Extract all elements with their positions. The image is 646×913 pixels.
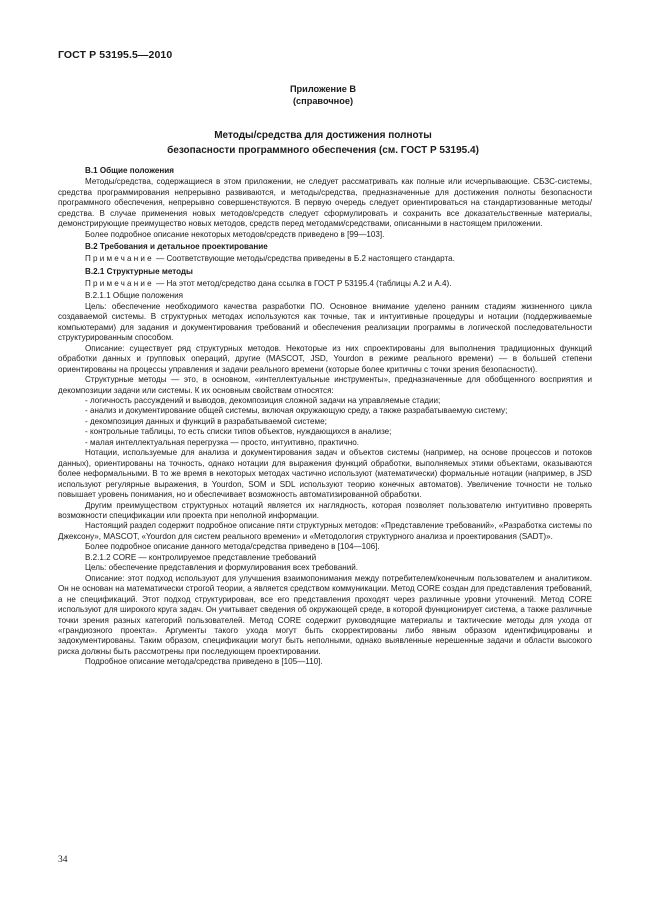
list-item: - контрольные таблицы, то есть списки типов объектов, нуждающихся в анализе; bbox=[85, 427, 392, 437]
document-id: ГОСТ Р 53195.5—2010 bbox=[58, 49, 173, 61]
note-label: Примечание bbox=[85, 279, 154, 289]
paragraph: Методы/средства, содержащиеся в этом приложении, не следует рассматривать как полные или исчерпывающие. СБЗС-системы, средства программирования непрерывно развиваются, и методы/средства, предназначенные для достижения полноты безопасности программного обеспечения, непрерывно совершенствуются. В первую очередь следует ориентироваться на стандартизованные методы/средства. В случае применения новых методов/средств следует сформулировать и сохранить все доказательственные материалы, демонстрирующие преимущество новых методов, средств перед методами/средствами, описанными в настоящем приложении. bbox=[58, 177, 592, 229]
paragraph: Более подробное описание некоторых методов/средств приведено в [99—103]. bbox=[85, 229, 385, 239]
annex-title bbox=[0, 129, 646, 158]
paragraph: Цель: обеспечение представления и формулирования всех требований. bbox=[85, 563, 359, 573]
paragraph: Более подробное описание данного метода/средства приведено в [104—106]. bbox=[85, 542, 380, 552]
annex-heading bbox=[0, 83, 646, 107]
paragraph: Структурные методы — это, в основном, «интеллектуальные инструменты», предназначенные для обобщенного восприятия и декомпозиции задачи или системы. К их основным свойствам относятся: bbox=[58, 375, 592, 395]
subsection-heading-b211: В.2.1.1 Общие положения bbox=[85, 291, 183, 301]
paragraph: Описание: существует ряд структурных методов. Некоторые из них спроектированы для выполнения традиционных функций обработки данных и групповых операций, другие (MASCOT, JSD, Yourdon в режиме реального времени) — в большей степени ориентированы на процессы управления и задачи реального времени (которые более критичны с точки зрения безопасности). bbox=[58, 343, 592, 374]
section-heading-b21: В.2.1 Структурные методы bbox=[85, 266, 193, 276]
list-item: - декомпозиция данных и функций в разрабатываемой системе; bbox=[85, 416, 327, 426]
paragraph: Цель: обеспечение необходимого качества разработки ПО. Основное внимание уделено ранним стадиям жизненного цикла создаваемой системы. В структурных методах используются как точные, так и интуитивные процедуры и нотации (поддерживаемые компьютерами) для задания и документирования требований и обеспечения реализации программы в логической последовательности структурированным способом. bbox=[58, 301, 592, 343]
note-text: — Соответствующие методы/средства приведены в Б.2 настоящего стандарта. bbox=[156, 254, 455, 264]
section-heading-b1: В.1 Общие положения bbox=[85, 165, 174, 175]
list-item: - анализ и документирование общей системы, включая окружающую среду, а также разрабатываемую систему; bbox=[85, 406, 508, 416]
page-number: 34 bbox=[58, 855, 68, 865]
note-text: — На этот метод/средство дана ссылка в ГОСТ Р 53195.4 (таблицы А.2 и А.4). bbox=[156, 279, 452, 289]
annex-type: (справочное) bbox=[292, 96, 353, 106]
note-paragraph bbox=[58, 254, 592, 264]
paragraph: Подробное описание метода/средства приведено в [105—110]. bbox=[85, 657, 323, 667]
annex-title-line1: Методы/средства для достижения полноты bbox=[214, 130, 432, 141]
paragraph: Другим преимуществом структурных нотаций является их наглядность, которая позволяет пользователю интуитивно проверять возможности спецификации или проекта при неполной информации. bbox=[58, 500, 592, 520]
note-paragraph bbox=[58, 279, 592, 289]
annex-label: Приложение В bbox=[289, 84, 357, 94]
paragraph: Настоящий раздел содержит подробное описание пяти структурных методов: «Представление требований», «Разработка системы по Джексону», MASCOT, «Yourdon для систем реального времени» и «Методология структурного анализа и проектирования (SADT)». bbox=[58, 521, 592, 541]
list-item: - логичность рассуждений и выводов, декомпозиция сложной задачи на управляемые стадии; bbox=[85, 396, 441, 406]
document-body bbox=[58, 164, 592, 668]
paragraph: Нотации, используемые для анализа и документирования задач и объектов системы (например, на основе процессов и потоков данных), ориентированы на точность, однако нотации для выражения функций обработки, выполняемых этими объектами, оказываются более неформальными. В то же время в некоторых методах частично используют (математически) формальные нотации (например, в JSD используют регулярные выражения, в Yourdon, SOM и SDL используют теорию конечных автоматов). Увеличение точности не только повышает уровень понимания, но и обеспечивает возможность автоматизированной обработки. bbox=[58, 448, 592, 500]
annex-title-line2: безопасности программного обеспечения (см. ГОСТ Р 53195.4) bbox=[167, 144, 479, 156]
list-item: - малая интеллектуальная перегрузка — просто, интуитивно, практично. bbox=[85, 437, 359, 447]
section-heading-b2: В.2 Требования и детальное проектирование bbox=[85, 241, 268, 251]
subsection-heading-b212: В.2.1.2 CORE — контролируемое представление требований bbox=[85, 552, 317, 562]
note-label: Примечание bbox=[85, 254, 154, 264]
paragraph: Описание: этот подход используют для улучшения взаимопонимания между потребителем/конечным пользователем и аналитиком. Он не основан на математически строгой теории, а является средством коммуникации. Метод CORE создан для представления требований, а не спецификаций. Этот подход структурирован, все его представления проходят через различные уровни уточнений. Метод CORE используют для широкого круга задач. Он учитывает сведения об окружающей среде, в которой функционирует система, а также различные точки зрения разных категорий пользователей. Метод CORE содержит руководящие материалы и тактические методы для ухода от «грандиозного проекта». Аргументы такого ухода могут быть скорректированы либо явным образом идентифицированы и задокументированы. Таким образом, спецификации могут быть неполными, однако выявленные нерешенные задачи и области высокого риска должны быть рассмотрены при последующем проектировании. bbox=[58, 573, 592, 656]
